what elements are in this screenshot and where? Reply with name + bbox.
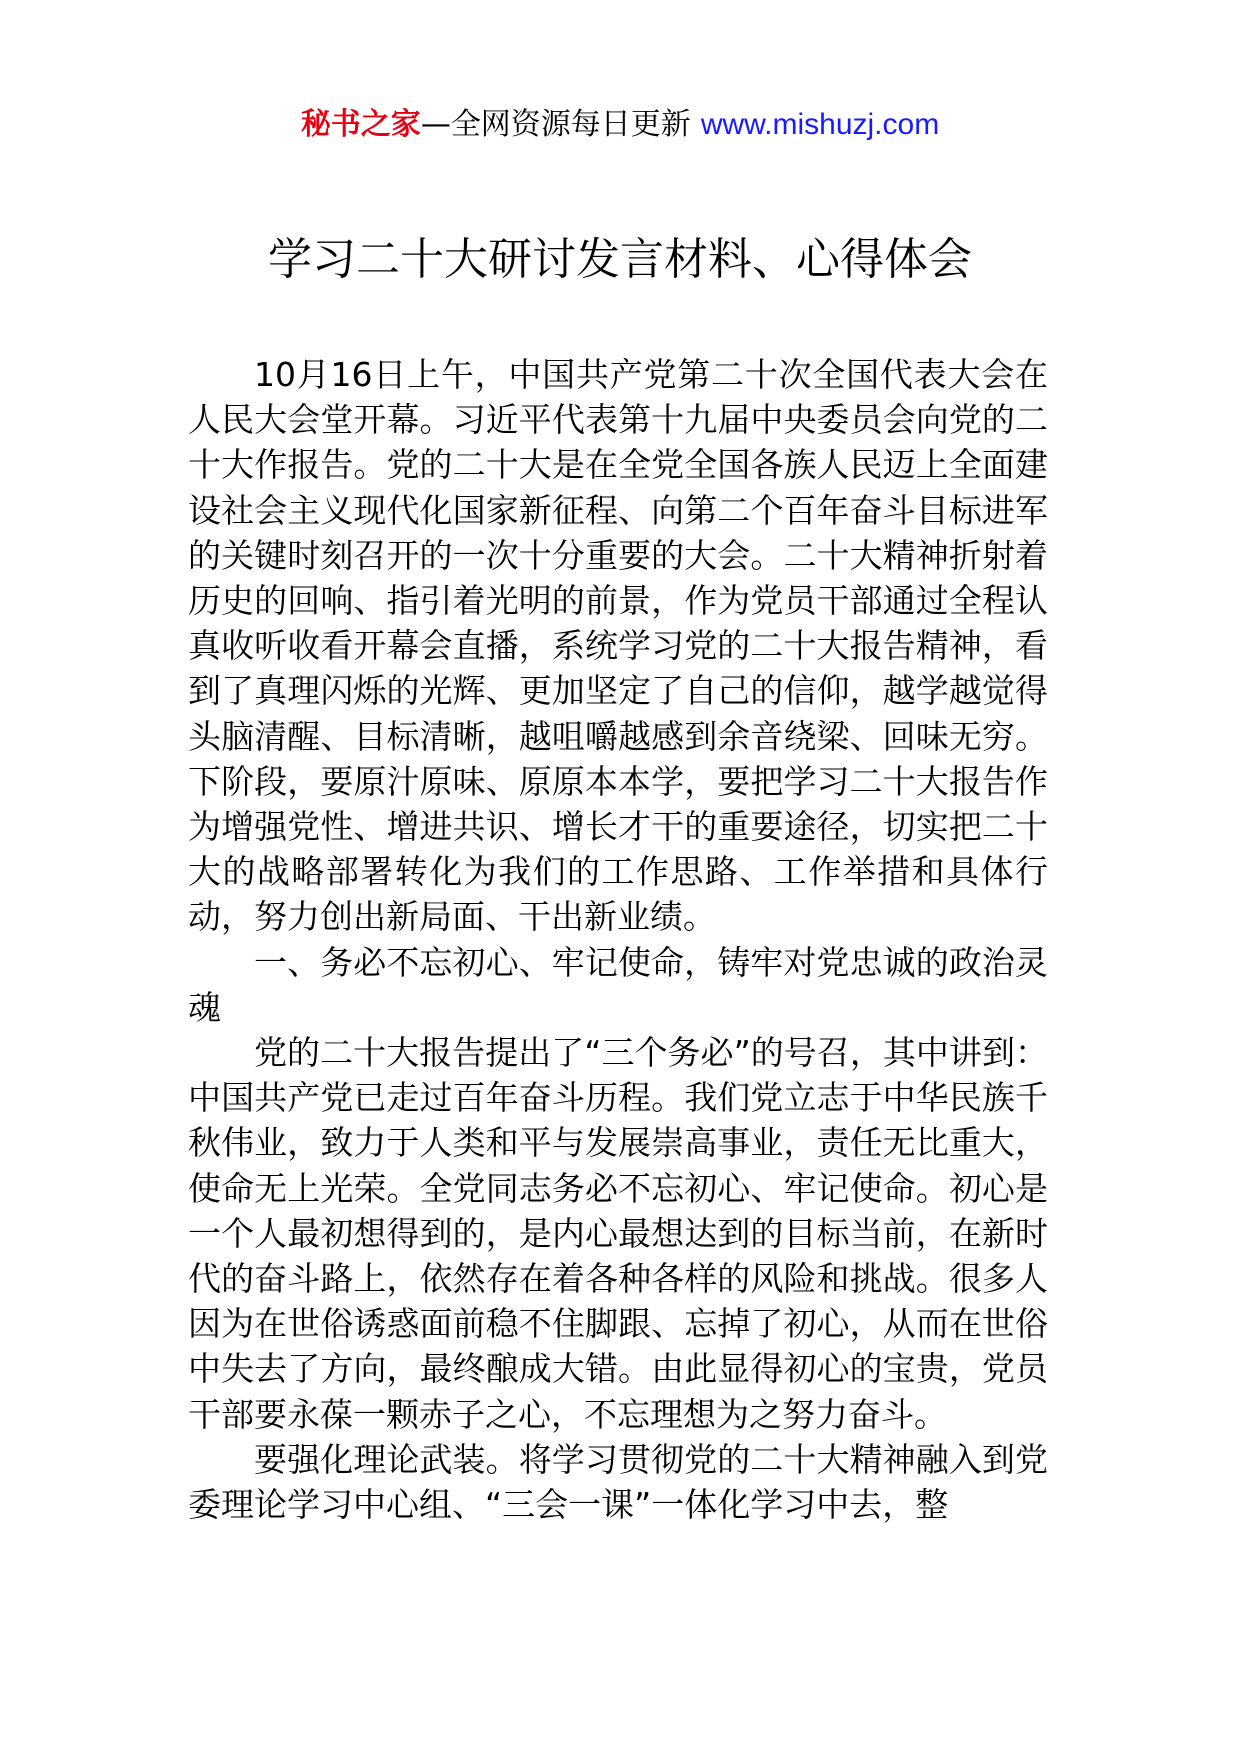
brand-name: 秘书之家 [300,107,421,142]
header-slogan: 全网资源每日更新 [450,107,691,142]
header-dash: — [420,107,451,142]
site-url-link[interactable]: www.mishuzj.com [700,108,940,141]
body-paragraph: 要强化理论武装。将学习贯彻党的二十大精神融入到党委理论学习中心组、“三会一课”一体化学习中去，整 [188,1439,1048,1525]
document-title: 学习二十大研讨发言材料、心得体会 [268,234,972,285]
section-heading: 一、务必不忘初心、牢记使命，铸牢对党忠诚的政治灵魂 [188,942,1048,1027]
document-body [188,352,1048,1527]
page-header [0,100,1240,150]
body-paragraph: 10月16日上午，中国共产党第二十次全国代表大会在人民大会堂开幕。习近平代表第十九届中央委员会向党的二十大作报告。党的二十大是在全党全国各族人民迈上全面建设社会主义现代化国家新征程、向第二个百年奋斗目标进军的关键时刻召开的一次十分重要的大会。二十大精神折射着历史的回响、指引着光明的前景，作为党员干部通过全程认真收听收看开幕会直播，系统学习党的二十大报告精神，看到了真理闪烁的光辉、更加坚定了自己的信仰，越学越觉得头脑清醒、目标清晰，越咀嚼越感到余音绕梁、回味无穷。下阶段，要原汁原味、原原本本学，要把学习二十大报告作为增强党性、增进共识、增长才干的重要途径，切实把二十大的战略部署转化为我们的工作思路、工作举措和具体行动，努力创出新局面、干出新业绩。 [188,355,1048,937]
body-paragraph: 党的二十大报告提出了“三个务必”的号召，其中讲到：中国共产党已走过百年奋斗历程。我们党立志于中华民族千秋伟业，致力于人类和平与发展崇高事业，责任无比重大，使命无上光荣。全党同志务必不忘初心、牢记使命。初心是一个人最初想得到的，是内心最想达到的目标当前，在新时代的奋斗路上，依然存在着各种各样的风险和挑战。很多人因为在世俗诱惑面前稳不住脚跟、忘掉了初心，从而在世俗中失去了方向，最终酿成大错。由此显得初心的宝贵，党员干部要永葆一颗赤子之心，不忘理想为之努力奋斗。 [188,1033,1048,1434]
